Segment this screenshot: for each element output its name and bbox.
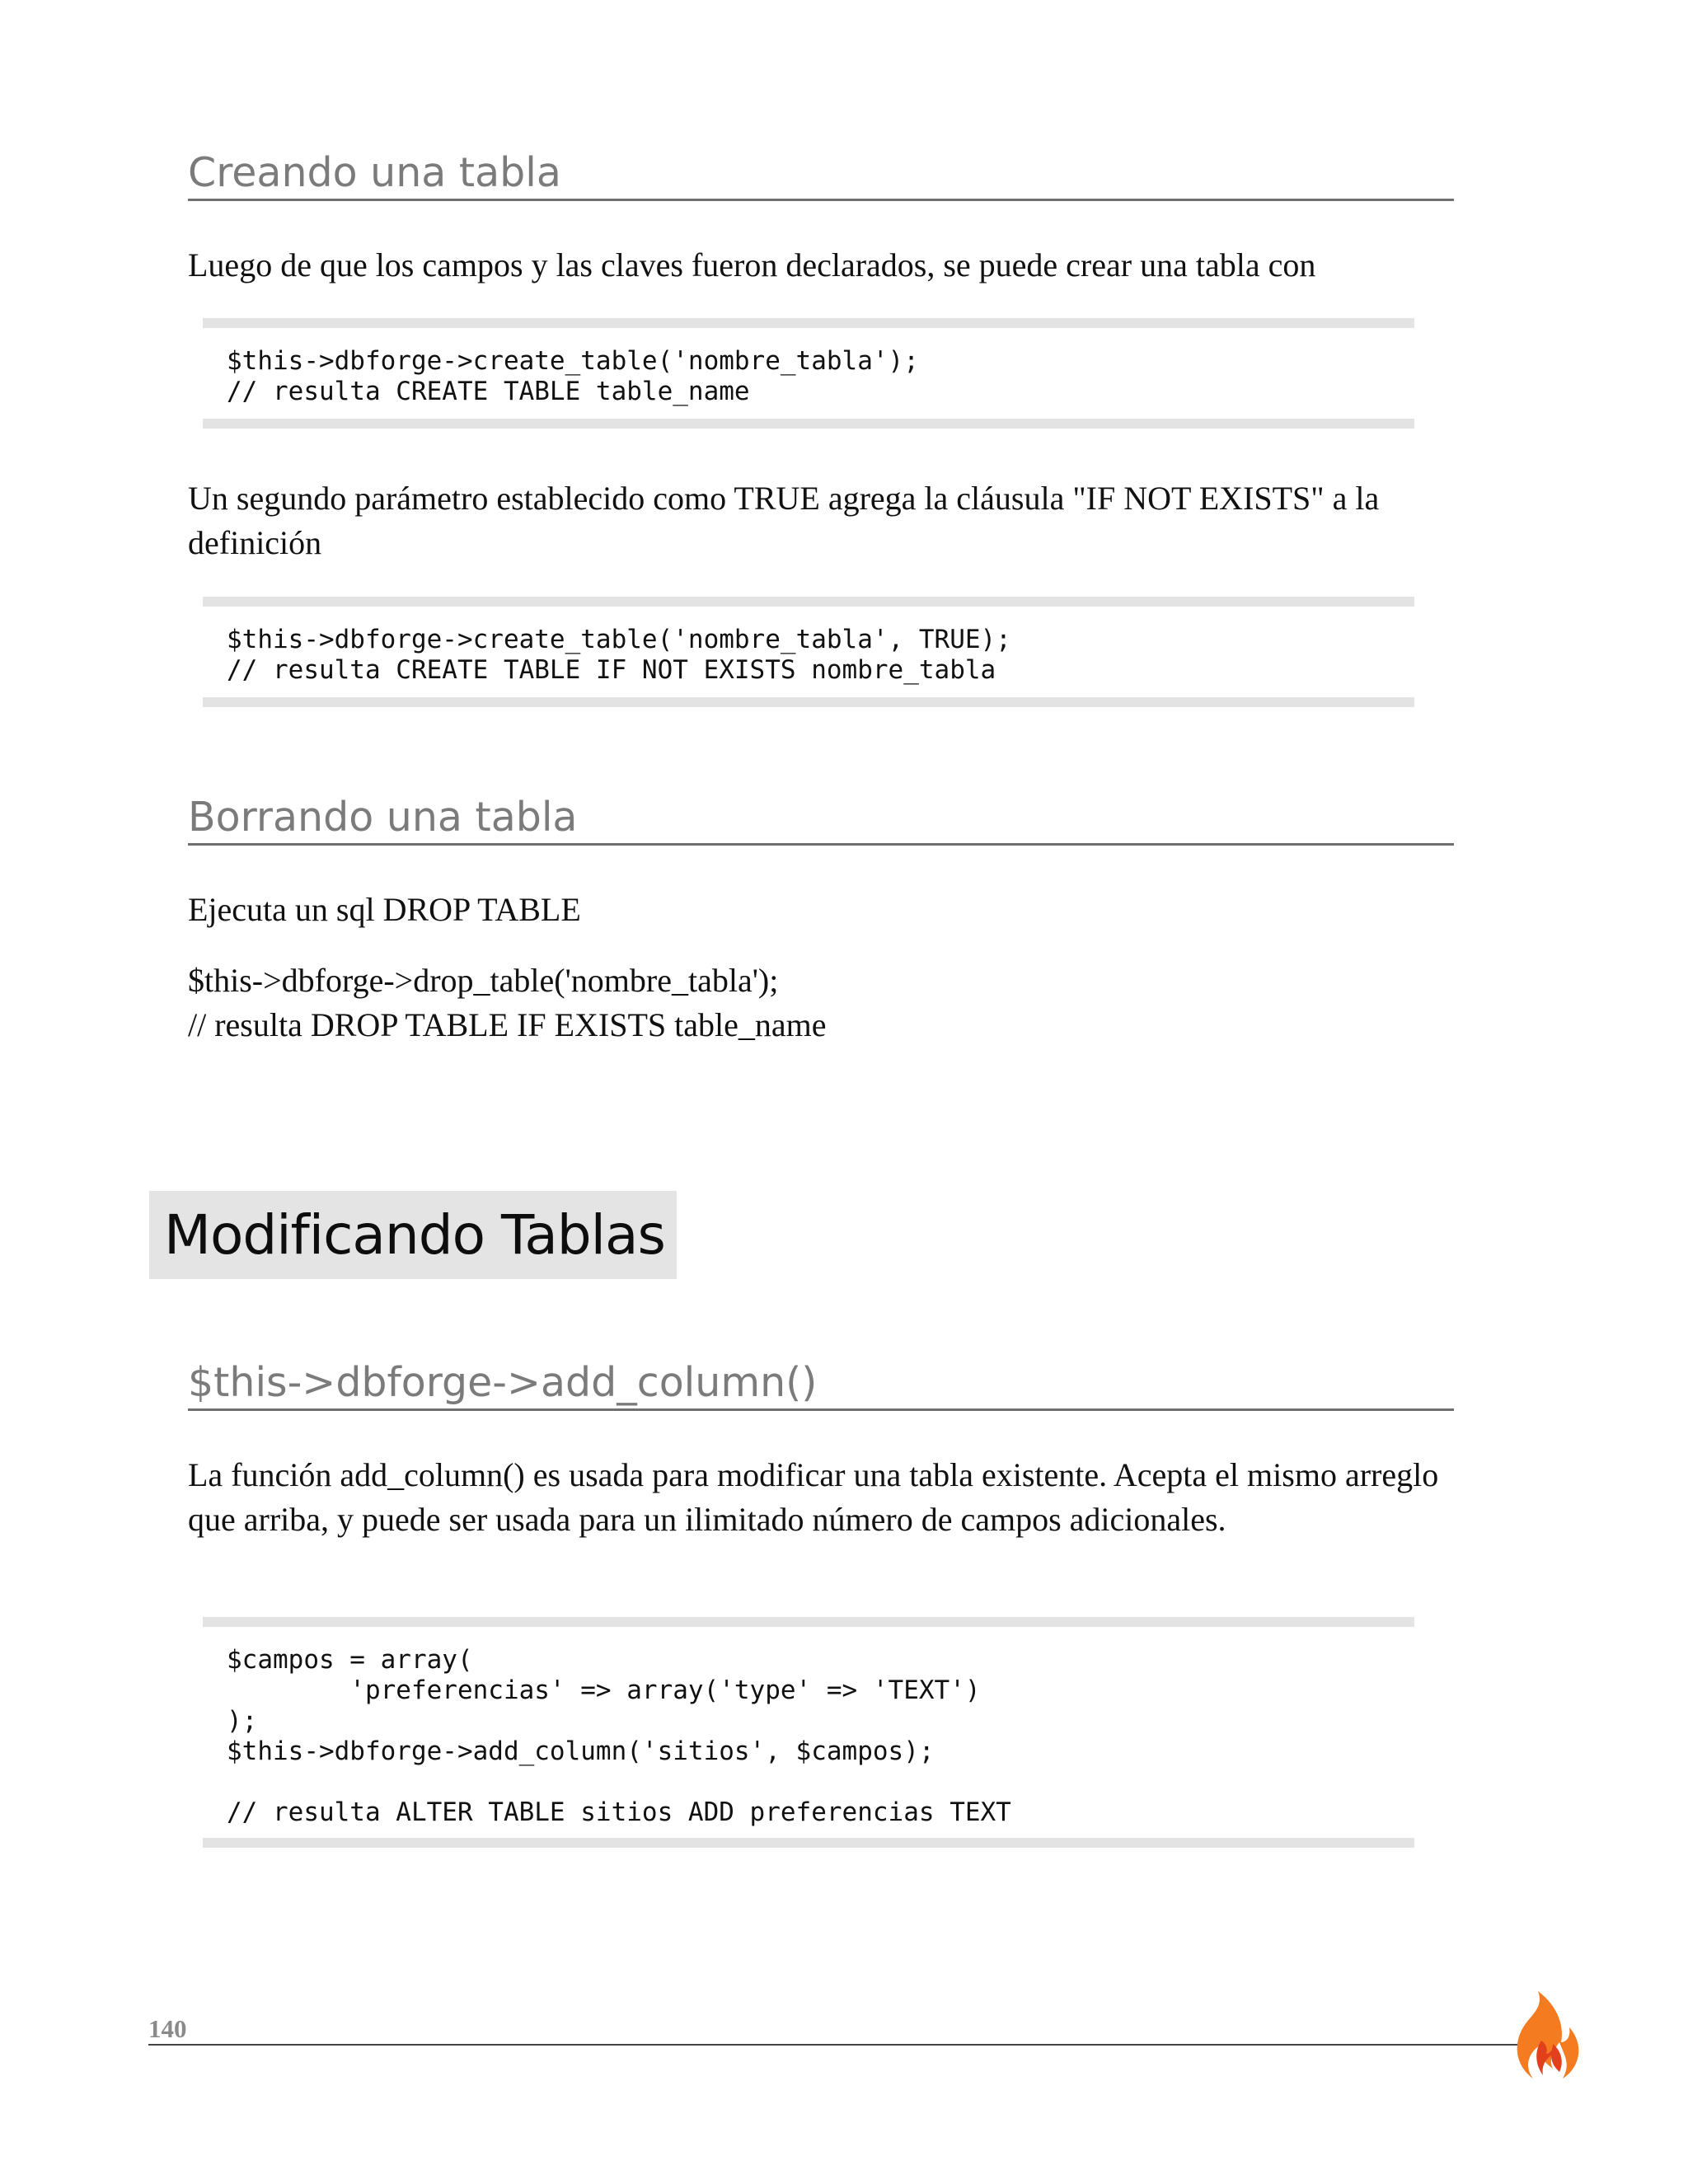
paragraph-create-intro: Luego de que los campos y las claves fueron declarados, se puede crear una tabla con: [188, 246, 1316, 284]
code-create-table: $this->dbforge->create_table('nombre_tabla'); // resulta CREATE TABLE table_name: [227, 346, 919, 406]
heading-add-column: $this->dbforge->add_column(): [188, 1361, 1454, 1411]
heading-borrando-tabla: Borrando una tabla: [188, 795, 1454, 846]
code-block-add-column: [203, 1617, 1414, 1848]
footer-rule: [148, 2044, 1518, 2046]
codeigniter-flame-icon: [1505, 1990, 1581, 2082]
code-block-create-if-not-exists: [203, 597, 1414, 707]
paragraph-add-column: La función add_column() es usada para modificar una tabla existente. Acepta el mismo arreglo que arriba, y puede ser usada para un ilimitado número de campos adicionales.: [188, 1456, 1439, 1538]
paragraph-if-not-exists: Un segundo parámetro establecido como TRUE agrega la cláusula "IF NOT EXISTS" a la definición: [188, 480, 1380, 561]
code-block-create-table: [203, 318, 1414, 429]
heading-creando-tabla: Creando una tabla: [188, 151, 1454, 201]
drop-table-code-line: $this->dbforge->drop_table('nombre_tabla');: [188, 962, 779, 999]
code-add-column: $campos = array( 'preferencias' => array('type' => 'TEXT') ); $this->dbforge->add_column('sitios', $campos); // resulta ALTER TABLE sitios ADD preferencias TEXT: [227, 1645, 1011, 1827]
paragraph-drop-intro: Ejecuta un sql DROP TABLE: [188, 891, 581, 928]
code-create-if-not-exists: $this->dbforge->create_table('nombre_tabla', TRUE); // resulta CREATE TABLE IF NOT EXISTS nombre_tabla: [227, 625, 1011, 685]
drop-table-comment-line: // resulta DROP TABLE IF EXISTS table_name: [188, 1006, 827, 1043]
page-number: 140: [148, 2014, 187, 2043]
chapter-title-modificando-tablas: Modificando Tablas: [149, 1191, 677, 1279]
